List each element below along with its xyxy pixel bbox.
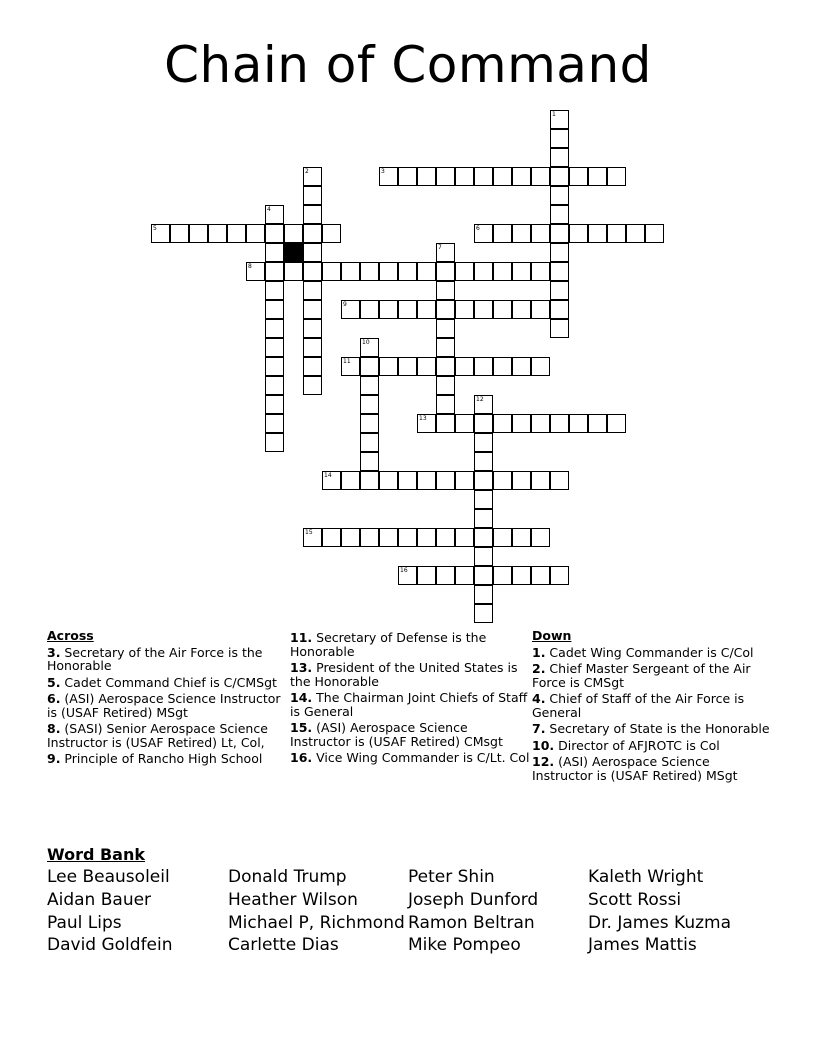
grid-cell[interactable] — [360, 395, 379, 414]
clue-item: 8. (SASI) Senior Aerospace Science Instructor is (USAF Retired) Lt, Col, — [47, 721, 268, 750]
grid-cell[interactable] — [208, 224, 227, 243]
grid-cell[interactable] — [265, 395, 284, 414]
grid-cell[interactable] — [151, 224, 170, 243]
word-bank-entry: Joseph Dunford — [408, 889, 539, 910]
clue-number: 10 — [532, 737, 550, 753]
clue-text: The Chairman Joint Chiefs of Staff is General — [290, 690, 528, 719]
grid-cell[interactable] — [360, 471, 379, 490]
grid-cell[interactable] — [550, 471, 569, 490]
grid-cell[interactable] — [626, 224, 645, 243]
grid-cell[interactable] — [531, 262, 550, 281]
grid-cell[interactable] — [436, 300, 455, 319]
grid-cell[interactable] — [322, 471, 341, 490]
clue-number: 4 — [532, 691, 541, 706]
clue-number: 3 — [381, 168, 385, 175]
grid-cell[interactable] — [360, 262, 379, 281]
grid-cell[interactable] — [493, 414, 512, 433]
clue-number: 6 — [476, 225, 480, 232]
clue-text: Secretary of the Air Force is the Honorable — [47, 644, 263, 673]
grid-cell[interactable] — [531, 167, 550, 186]
grid-cell[interactable] — [303, 300, 322, 319]
grid-cell[interactable] — [398, 357, 417, 376]
grid-cell[interactable] — [493, 471, 512, 490]
clue-text: Secretary of State is the Honorable — [545, 721, 770, 736]
clue-number: 15 — [290, 720, 308, 735]
word-bank-column — [408, 866, 538, 957]
grid-cell[interactable] — [322, 224, 341, 243]
clue-item: 13. President of the United States is the Honorable — [290, 660, 518, 689]
grid-cell[interactable] — [550, 148, 569, 167]
clue-item: 9. Principle of Rancho High School — [47, 751, 263, 766]
grid-cell[interactable] — [417, 262, 436, 281]
grid-cell[interactable] — [303, 528, 322, 547]
grid-cell[interactable] — [550, 243, 569, 262]
grid-cell[interactable] — [474, 167, 493, 186]
grid-cell[interactable] — [436, 281, 455, 300]
grid-cell[interactable] — [303, 338, 322, 357]
clue-text: (ASI) Aerospace Science Instructor is (USAF Retired) CMsgt — [290, 720, 503, 749]
grid-cell[interactable] — [360, 357, 379, 376]
grid-cell[interactable] — [588, 167, 607, 186]
clues-column-across — [47, 628, 287, 766]
grid-cell[interactable] — [436, 395, 455, 414]
grid-cell[interactable] — [569, 167, 588, 186]
grid-cell[interactable] — [474, 300, 493, 319]
word-bank-entry: Carlette Dias — [228, 935, 339, 956]
grid-cell[interactable] — [436, 357, 455, 376]
grid-cell[interactable] — [303, 376, 322, 395]
grid-cell[interactable] — [265, 414, 284, 433]
clue-text: (SASI) Senior Aerospace Science Instructor is (USAF Retired) Lt, Col, — [47, 721, 268, 750]
grid-cell[interactable] — [531, 224, 550, 243]
grid-cell[interactable] — [379, 300, 398, 319]
grid-cell[interactable] — [360, 528, 379, 547]
clue-item: 5. Cadet Command Chief is C/CMSgt — [47, 674, 277, 690]
grid-cell[interactable] — [341, 300, 360, 319]
across-clue-list-continued — [290, 631, 530, 765]
clue-item: 6. (ASI) Aerospace Science Instructor is (USAF Retired) MSgt — [47, 691, 281, 720]
grid-cell[interactable] — [531, 566, 550, 585]
clue-text: Chief of Staff of the Air Force is General — [532, 691, 745, 720]
grid-cell[interactable] — [303, 243, 322, 262]
clue-number: 1 — [552, 111, 556, 118]
grid-cell[interactable] — [398, 471, 417, 490]
grid-cell[interactable] — [436, 566, 455, 585]
clue-number: 12 — [532, 754, 550, 769]
grid-cell[interactable] — [341, 262, 360, 281]
grid-cell[interactable] — [474, 566, 493, 585]
clue-item: 15. (ASI) Aerospace Science Instructor is (USAF Retired) CMsgt — [290, 720, 503, 749]
clue-item: 3. Secretary of the Air Force is the Honorable — [47, 644, 263, 673]
grid-cell[interactable] — [265, 262, 284, 281]
word-bank-entry: James Mattis — [588, 935, 697, 956]
word-bank-entry: Heather Wilson — [228, 889, 358, 910]
grid-cell[interactable] — [607, 224, 626, 243]
grid-cell[interactable] — [512, 566, 531, 585]
grid-cell[interactable] — [417, 357, 436, 376]
clue-number: 13 — [290, 660, 308, 675]
grid-cell[interactable] — [569, 224, 588, 243]
grid-cell[interactable] — [550, 186, 569, 205]
grid-cell[interactable] — [493, 224, 512, 243]
puzzle-title: Chain of Command — [164, 36, 652, 94]
clue-number: 8 — [248, 263, 252, 270]
grid-cell[interactable] — [550, 414, 569, 433]
grid-cell[interactable] — [474, 224, 493, 243]
clue-text: Principle of Rancho High School — [60, 751, 263, 766]
word-bank-column — [228, 866, 405, 957]
word-bank-entry: Peter Shin — [408, 867, 495, 887]
word-bank-entry: Scott Rossi — [588, 889, 682, 910]
grid-cell[interactable] — [436, 376, 455, 395]
clue-text: Cadet Command Chief is C/CMSgt — [60, 674, 277, 690]
grid-cell[interactable] — [569, 414, 588, 433]
clue-number: 13 — [419, 415, 427, 422]
clue-text: (ASI) Aerospace Science Instructor is (USAF Retired) MSgt — [47, 691, 281, 720]
grid-cell[interactable] — [474, 490, 493, 509]
grid-cell[interactable] — [379, 357, 398, 376]
grid-cell[interactable] — [379, 167, 398, 186]
grid-cell[interactable] — [493, 357, 512, 376]
word-bank-entry: Aidan Bauer — [47, 889, 152, 910]
clue-number: 5 — [153, 225, 157, 232]
clue-number: 9 — [47, 751, 56, 766]
grid-cell[interactable] — [455, 566, 474, 585]
grid-cell[interactable] — [398, 528, 417, 547]
grid-cell[interactable] — [512, 167, 531, 186]
grid-cell[interactable] — [436, 471, 455, 490]
grid-cell[interactable] — [341, 528, 360, 547]
clue-number: 15 — [305, 529, 313, 536]
word-bank-entry: Paul Lips — [47, 912, 122, 933]
grid-cell[interactable] — [303, 319, 322, 338]
word-bank-entry: Kaleth Wright — [588, 867, 704, 887]
grid-cell[interactable] — [455, 357, 474, 376]
grid-cell[interactable] — [246, 262, 265, 281]
grid-cell[interactable] — [246, 224, 265, 243]
grid-cell[interactable] — [474, 547, 493, 566]
grid-cell[interactable] — [550, 224, 569, 243]
clue-number: 6 — [47, 691, 56, 706]
grid-cell[interactable] — [493, 262, 512, 281]
grid-cell[interactable] — [512, 528, 531, 547]
grid-cell[interactable] — [227, 224, 246, 243]
grid-cell[interactable] — [398, 262, 417, 281]
grid-cell[interactable] — [550, 281, 569, 300]
grid-cell[interactable] — [512, 471, 531, 490]
grid-cell[interactable] — [607, 167, 626, 186]
grid-cell[interactable] — [474, 452, 493, 471]
grid-cell[interactable] — [493, 566, 512, 585]
grid-cell[interactable] — [455, 471, 474, 490]
grid-cell[interactable] — [493, 300, 512, 319]
grid-cell[interactable] — [265, 357, 284, 376]
grid-cell[interactable] — [417, 167, 436, 186]
clue-number: 5 — [47, 674, 56, 690]
grid-cell[interactable] — [493, 528, 512, 547]
grid-cell[interactable] — [607, 414, 626, 433]
grid-cell[interactable] — [436, 414, 455, 433]
clue-text: Secretary of Defense is the Honorable — [290, 630, 487, 659]
grid-cell[interactable] — [455, 300, 474, 319]
clue-number: 2 — [532, 661, 541, 676]
grid-cell[interactable] — [436, 243, 455, 262]
grid-cell[interactable] — [512, 300, 531, 319]
grid-cell[interactable] — [303, 262, 322, 281]
grid-cell[interactable] — [550, 167, 569, 186]
grid-cell[interactable] — [436, 262, 455, 281]
grid-cell[interactable] — [322, 262, 341, 281]
grid-cell[interactable] — [379, 262, 398, 281]
grid-cell[interactable] — [550, 262, 569, 281]
grid-cell[interactable] — [474, 528, 493, 547]
grid-cell[interactable] — [417, 566, 436, 585]
word-bank-entry: David Goldfein — [47, 935, 173, 956]
grid-cell[interactable] — [512, 262, 531, 281]
grid-cell[interactable] — [265, 338, 284, 357]
clue-number: 11 — [343, 358, 351, 365]
clue-number: 9 — [343, 301, 347, 308]
grid-cell[interactable] — [512, 414, 531, 433]
clue-text: Vice Wing Commander is C/Lt. Col — [312, 750, 530, 765]
across-heading: Across — [47, 628, 94, 643]
grid-cell[interactable] — [531, 471, 550, 490]
grid-cell[interactable] — [265, 319, 284, 338]
grid-cell[interactable] — [512, 224, 531, 243]
grid-cell[interactable] — [436, 319, 455, 338]
grid-cell[interactable] — [360, 300, 379, 319]
word-bank-entry: Lee Beausoleil — [47, 867, 170, 887]
clue-number: 14 — [324, 472, 332, 479]
grid-cell[interactable] — [189, 224, 208, 243]
clue-number: 7 — [438, 244, 442, 251]
grid-cell[interactable] — [265, 376, 284, 395]
grid-cell[interactable] — [360, 338, 379, 357]
grid-cell[interactable] — [284, 262, 303, 281]
grid-cell[interactable] — [455, 262, 474, 281]
grid-cell[interactable] — [550, 205, 569, 224]
grid-cell[interactable] — [474, 357, 493, 376]
grid-cell[interactable] — [360, 414, 379, 433]
grid-cell[interactable] — [531, 300, 550, 319]
word-bank-entry: Ramon Beltran — [408, 912, 535, 933]
grid-cell[interactable] — [341, 357, 360, 376]
grid-cell[interactable] — [398, 566, 417, 585]
clue-number: 2 — [305, 168, 309, 175]
grid-cell[interactable] — [474, 433, 493, 452]
grid-cell[interactable] — [398, 300, 417, 319]
grid-cell[interactable] — [170, 224, 189, 243]
grid-cell[interactable] — [417, 414, 436, 433]
word-bank-title: Word Bank — [47, 845, 146, 864]
grid-cell[interactable] — [303, 357, 322, 376]
grid-cell[interactable] — [550, 129, 569, 148]
clue-item: 16. Vice Wing Commander is C/Lt. Col — [290, 750, 530, 765]
grid-cell[interactable] — [417, 300, 436, 319]
grid-cell[interactable] — [379, 471, 398, 490]
grid-cell[interactable] — [360, 376, 379, 395]
grid-cell[interactable] — [531, 414, 550, 433]
clue-text: Director of AFJROTC is Col — [554, 737, 720, 753]
grid-cell[interactable] — [474, 585, 493, 604]
grid-cell[interactable] — [531, 528, 550, 547]
grid-cell[interactable] — [455, 167, 474, 186]
clue-number: 1 — [532, 644, 541, 660]
grid-cell[interactable] — [322, 528, 341, 547]
grid-cell[interactable] — [474, 604, 493, 623]
clue-item: 14. The Chairman Joint Chiefs of Staff is General — [290, 690, 528, 719]
grid-cell[interactable] — [265, 281, 284, 300]
clue-number: 10 — [362, 339, 370, 346]
clue-text: Chief Master Sergeant of the Air Force is CMSgt — [532, 661, 751, 690]
grid-cell[interactable] — [531, 357, 550, 376]
word-bank-entry: Dr. James Kuzma — [588, 912, 732, 933]
grid-cell[interactable] — [474, 471, 493, 490]
grid-cell[interactable] — [550, 300, 569, 319]
word-bank-column — [588, 866, 731, 957]
clue-text: President of the United States is the Honorable — [290, 660, 518, 689]
clue-text: Cadet Wing Commander is C/Col — [545, 644, 754, 660]
grid-cell[interactable] — [360, 452, 379, 471]
clue-item: 11. Secretary of Defense is the Honorable — [290, 630, 487, 659]
grid-cell[interactable] — [474, 509, 493, 528]
grid-cell[interactable] — [550, 110, 569, 129]
clue-item: 10. Director of AFJROTC is Col — [532, 737, 720, 753]
grid-cell[interactable] — [265, 243, 284, 262]
grid-cell[interactable] — [455, 414, 474, 433]
grid-cell[interactable] — [474, 262, 493, 281]
grid-cell[interactable] — [265, 205, 284, 224]
grid-cell[interactable] — [474, 395, 493, 414]
grid-cell[interactable] — [588, 224, 607, 243]
grid-cell[interactable] — [379, 528, 398, 547]
grid-cell[interactable] — [265, 224, 284, 243]
clue-item: 1. Cadet Wing Commander is C/Col — [532, 644, 754, 660]
grid-cell[interactable] — [265, 433, 284, 452]
clue-number: 7 — [532, 721, 541, 736]
down-clue-list — [532, 646, 772, 783]
word-bank-column — [47, 866, 173, 957]
clue-number: 16 — [290, 750, 308, 765]
grid-cell[interactable] — [512, 357, 531, 376]
grid-cell[interactable] — [303, 186, 322, 205]
clue-item: 12. (ASI) Aerospace Science Instructor is (USAF Retired) MSgt — [532, 754, 738, 783]
clue-item: 2. Chief Master Sergeant of the Air Force is CMSgt — [532, 661, 751, 690]
grid-cell[interactable] — [645, 224, 664, 243]
clue-number: 16 — [400, 567, 408, 574]
grid-cell[interactable] — [474, 414, 493, 433]
clue-item: 4. Chief of Staff of the Air Force is General — [532, 691, 745, 720]
clue-number: 12 — [476, 396, 484, 403]
grid-cell[interactable] — [303, 224, 322, 243]
clue-number: 3 — [47, 644, 56, 660]
clue-item: 7. Secretary of State is the Honorable — [532, 721, 770, 736]
grid-cell[interactable] — [455, 528, 474, 547]
across-clue-list — [47, 646, 287, 766]
word-bank-entry: Michael P, Richmond — [228, 912, 405, 933]
grid-cell[interactable] — [341, 471, 360, 490]
grid-cell[interactable] — [303, 281, 322, 300]
grid-cell[interactable] — [303, 167, 322, 186]
clue-number: 14 — [290, 690, 308, 705]
black-square — [284, 243, 303, 262]
clues-column-across-continued — [290, 628, 530, 765]
clue-text: (ASI) Aerospace Science Instructor is (USAF Retired) MSgt — [532, 754, 738, 783]
grid-cell[interactable] — [588, 414, 607, 433]
clue-number: 8 — [47, 721, 56, 736]
grid-cell[interactable] — [436, 338, 455, 357]
clues-column-down — [532, 628, 772, 782]
grid-cell[interactable] — [417, 471, 436, 490]
grid-cell[interactable] — [360, 433, 379, 452]
grid-cell[interactable] — [436, 167, 455, 186]
down-heading: Down — [532, 628, 572, 643]
word-bank-entry: Mike Pompeo — [408, 935, 521, 956]
clue-number: 11 — [290, 630, 308, 645]
grid-cell[interactable] — [436, 528, 455, 547]
word-bank-entry: Donald Trump — [228, 867, 347, 887]
grid-cell[interactable] — [398, 167, 417, 186]
grid-cell[interactable] — [493, 167, 512, 186]
grid-cell[interactable] — [417, 528, 436, 547]
grid-cell[interactable] — [550, 319, 569, 338]
grid-cell[interactable] — [265, 300, 284, 319]
grid-cell[interactable] — [303, 205, 322, 224]
grid-cell[interactable] — [550, 566, 569, 585]
grid-cell[interactable] — [284, 224, 303, 243]
clue-number: 4 — [267, 206, 271, 213]
